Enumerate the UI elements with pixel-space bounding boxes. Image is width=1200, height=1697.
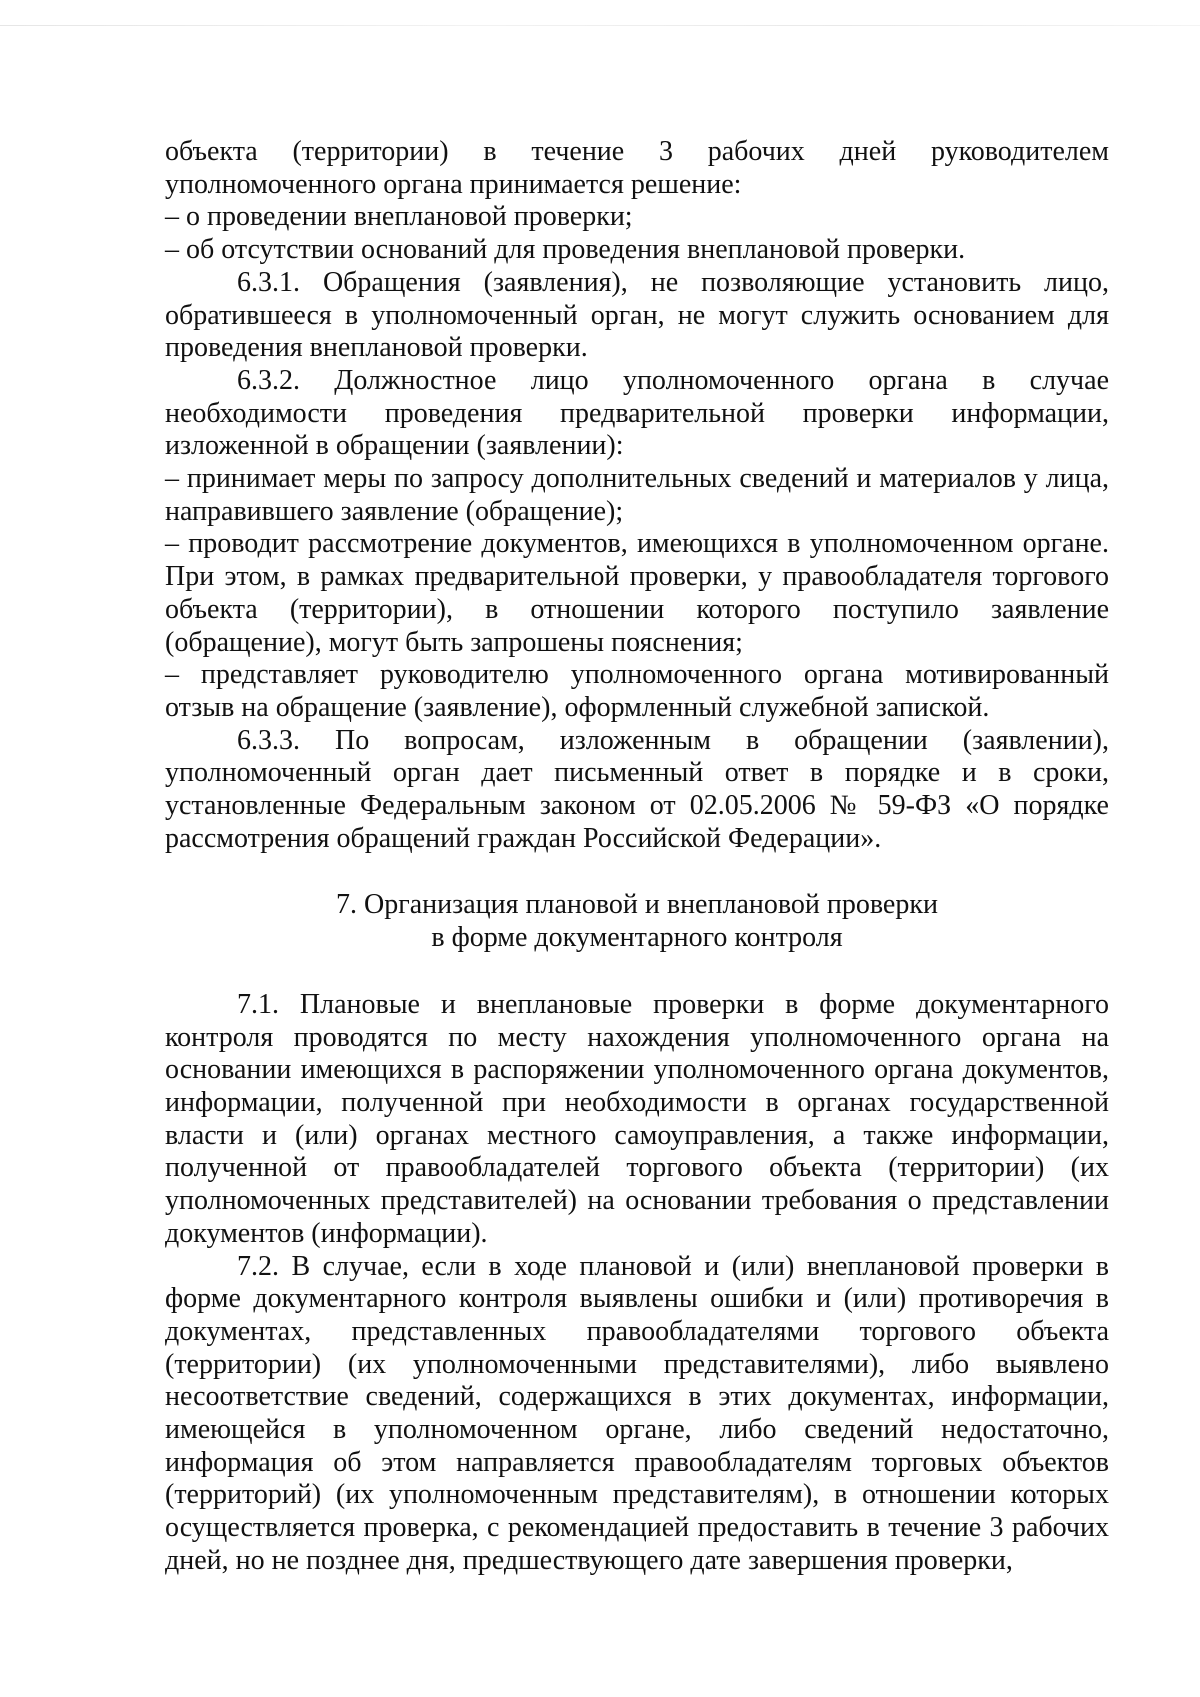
list-item-decision-no-grounds: – об отсутствии оснований для проведения внеплановой проверки.	[165, 234, 966, 266]
paragraph-continuation: объекта (территории) в течение 3 рабочих дней руководителем уполномоченного органа принимается решение:	[165, 136, 1109, 200]
list-item-review-documents: – проводит рассмотрение документов, имеющихся в уполномоченном органе. При этом, в рамках предварительной проверки, у правообладателя торгового объекта (территории), в отношении которого поступило заявление (обращение), могут быть запрошены пояснения;	[165, 528, 1109, 658]
clause-6-3-3: 6.3.3. По вопросам, изложенным в обращении (заявлении), уполномоченный орган дает письменный ответ в порядке и в сроки, установленные Федеральным законом от 02.05.2006 № 59-ФЗ «О порядке рассмотрения обращений граждан Российской Федерации».	[165, 724, 1109, 854]
clause-6-3-2: 6.3.2. Должностное лицо уполномоченного органа в случае необходимости проведения предварительной проверки информации, изложенной в обращении (заявлении):	[165, 364, 1109, 462]
list-item-submit-review: – представляет руководителю уполномоченного органа мотивированный отзыв на обращение (заявление), оформленный служебной запиской.	[165, 659, 1109, 723]
section-heading-line-1: 7. Организация плановой и внеплановой проверки	[336, 889, 938, 921]
clause-7-1: 7.1. Плановые и внеплановые проверки в форме документарного контроля проводятся по месту нахождения уполномоченного органа на основании имеющихся в распоряжении уполномоченного органа документов, информации, полученной при необходимости в органах государственной власти и (или) органах местного самоуправления, а также информации, полученной от правообладателей торгового объекта (территории) (их уполномоченных представителей) на основании требования о представлении документов (информации).	[165, 988, 1109, 1249]
list-item-request-info: – принимает меры по запросу дополнительных сведений и материалов у лица, направившего заявление (обращение);	[165, 463, 1109, 527]
section-heading-line-2: в форме документарного контроля	[431, 922, 843, 954]
clause-6-3-1: 6.3.1. Обращения (заявления), не позволяющие установить лицо, обратившееся в уполномоченный орган, не могут служить основанием для проведения внеплановой проверки.	[165, 266, 1109, 364]
document-body	[165, 136, 1109, 1578]
section-7-heading	[165, 889, 1109, 954]
clause-7-2: 7.2. В случае, если в ходе плановой и (или) внеплановой проверки в форме документарного контроля выявлены ошибки и (или) противоречия в документах, представленных правообладателями торгового объекта (территории) (их уполномоченными представителями), либо выявлено несоответствие сведений, содержащихся в этих документах, информации, имеющейся в уполномоченном органе, либо сведений недостаточно, информация об этом направляется правообладателям торговых объектов (территорий) (их уполномоченным представителям), в отношении которых осуществляется проверка, с рекомендацией предоставить в течение 3 рабочих дней, но не позднее дня, предшествующего дате завершения проверки,	[165, 1250, 1109, 1576]
list-item-decision-conduct: – о проведении внеплановой проверки;	[165, 201, 633, 233]
scan-edge-line	[0, 25, 1200, 26]
